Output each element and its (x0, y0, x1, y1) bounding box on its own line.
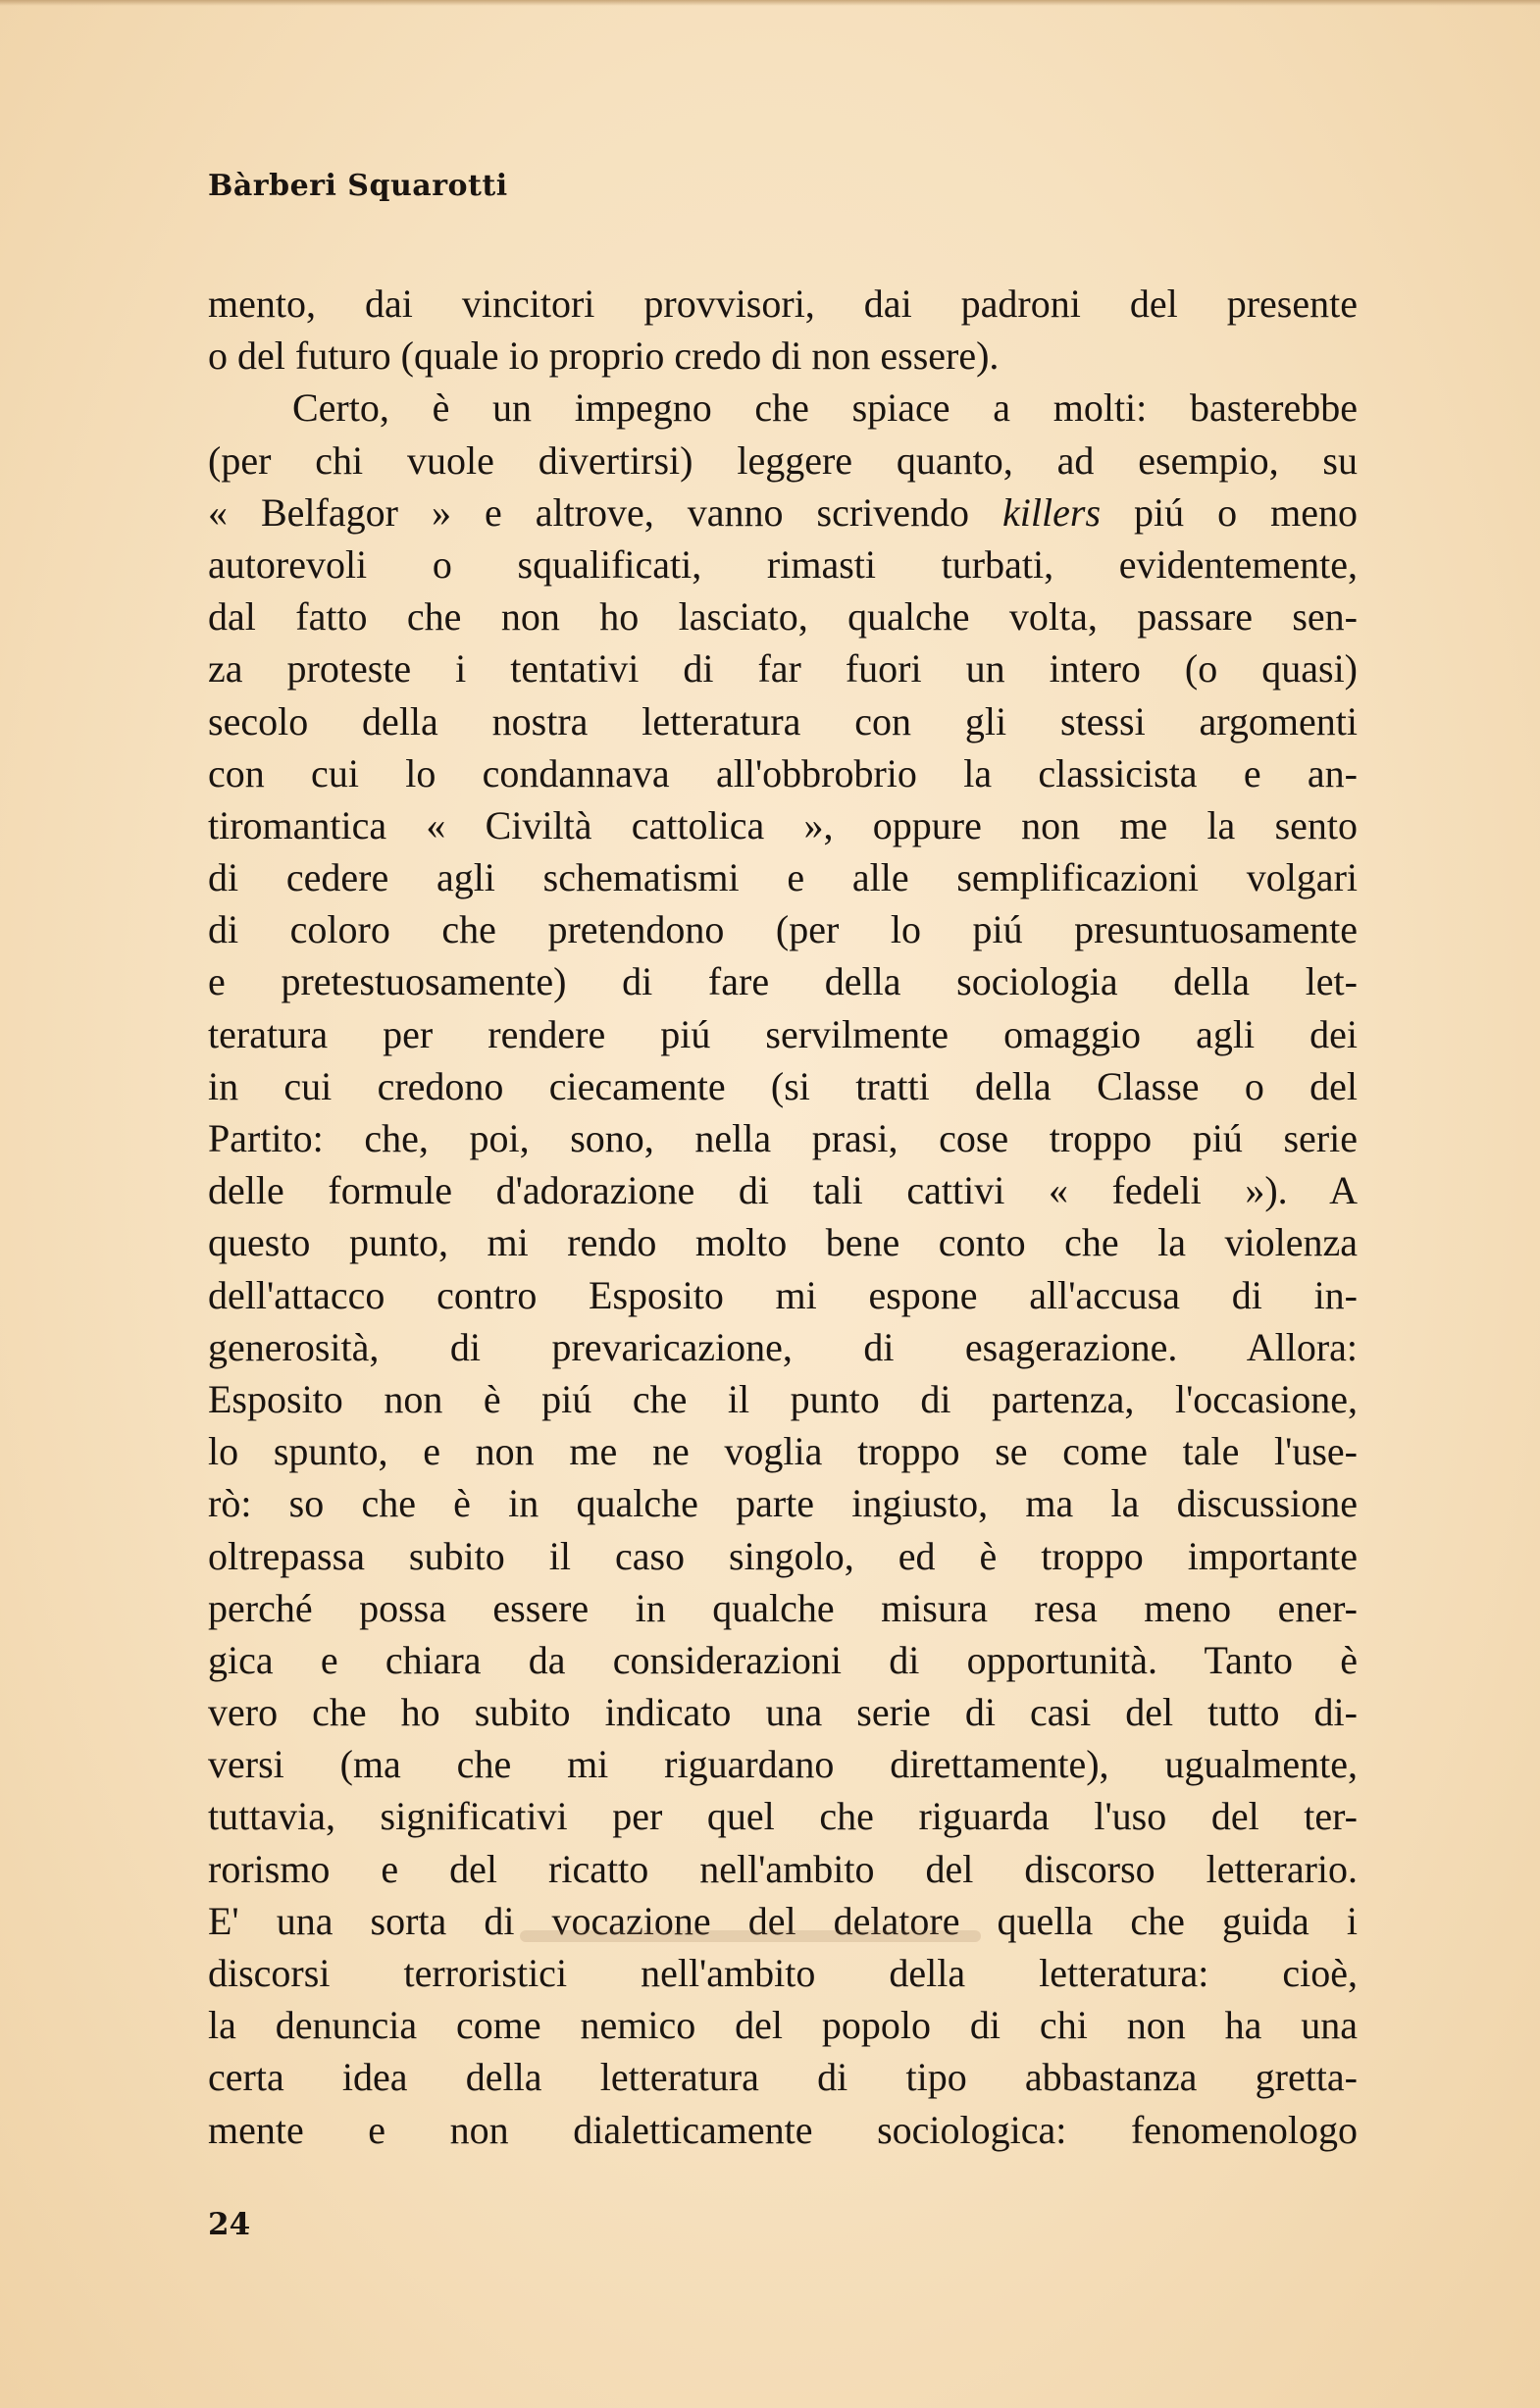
text-line: vero che ho subito indicato una serie di casi del tutto di- (208, 1690, 1358, 1735)
text-line: oltrepassa subito il caso singolo, ed è troppo importante (208, 1533, 1358, 1578)
text-line: teratura per rendere piú servilmente omaggio agli dei (208, 1011, 1358, 1056)
text-line: discorsi terroristici nell'ambito della letteratura: cioè, (208, 1951, 1358, 1995)
text-line: tiromantica « Civiltà cattolica », oppure non me la sento (208, 802, 1358, 847)
text-line: di cedere agli schematismi e alle semplificazioni volgari (208, 855, 1358, 900)
body-text (208, 278, 1358, 2156)
page-edge (0, 0, 1540, 6)
text-line: Certo, è un impegno che spiace a molti: basterebbe (292, 385, 1358, 431)
running-head: Bàrberi Squarotti (208, 169, 508, 203)
text-line: dal fatto che non ho lasciato, qualche volta, passare sen- (208, 594, 1358, 640)
text-line: questo punto, mi rendo molto bene conto che la violenza (208, 1220, 1358, 1265)
text-line: la denuncia come nemico del popolo di chi non ha una (208, 2003, 1358, 2048)
text-line: secolo della nostra letteratura con gli stessi argomenti (208, 698, 1358, 743)
text-line: certa idea della letteratura di tipo abbastanza gretta- (208, 2055, 1358, 2100)
text-line: Partito: che, poi, sono, nella prasi, cose troppo piú serie (208, 1116, 1358, 1160)
text-line: autorevoli o squalificati, rimasti turbati, evidentemente, (208, 541, 1358, 587)
page-number: 24 (208, 2207, 251, 2242)
text-line: mente e non dialetticamente sociologica: fenomenologo (208, 2107, 1358, 2152)
text-line: e pretestuosamente) di fare della sociologia della let- (208, 959, 1358, 1004)
text-line: « Belfagor » e altrove, vanno scrivendo killers piú o meno (208, 489, 1359, 535)
text-line: generosità, di prevaricazione, di esagerazione. Allora: (208, 1324, 1358, 1369)
text-line: delle formule d'adorazione di tali cattivi « fedeli »). A (208, 1168, 1358, 1213)
text-line: in cui credono ciecamente (si tratti della Classe o del (208, 1063, 1358, 1108)
text-line: lo spunto, e non me ne voglia troppo se come tale l'use- (208, 1429, 1358, 1474)
text-line: di coloro che pretendono (per lo piú presuntuosamente (208, 907, 1358, 952)
italic-term: killers (1002, 489, 1102, 535)
text-line: versi (ma che mi riguardano direttamente), ugualmente, (208, 1742, 1358, 1787)
text-line: Esposito non è piú che il punto di partenza, l'occasione, (208, 1376, 1358, 1421)
text-line: tuttavia, significativi per quel che riguarda l'uso del ter- (208, 1794, 1358, 1839)
text-line: o del futuro (quale io proprio credo di non essere). (208, 333, 1000, 379)
text-line: gica e chiara da considerazioni di opportunità. Tanto è (208, 1637, 1358, 1682)
text-line: E' una sorta di vocazione del delatore quella che guida i (208, 1898, 1358, 1943)
text-line: dell'attacco contro Esposito mi espone all'accusa di in- (208, 1272, 1358, 1317)
text-line: rò: so che è in qualche parte ingiusto, ma la discussione (208, 1481, 1358, 1526)
text-line: perché possa essere in qualche misura resa meno ener- (208, 1585, 1358, 1630)
underline-smudge (520, 1930, 981, 1942)
text-line: (per chi vuole divertirsi) leggere quanto, ad esempio, su (208, 437, 1358, 483)
text-line: za proteste i tentativi di far fuori un intero (o quasi) (208, 646, 1358, 692)
text-line: mento, dai vincitori provvisori, dai padroni del presente (208, 282, 1358, 326)
text-line: con cui lo condannava all'obbrobrio la classicista e an- (208, 750, 1358, 795)
text-line: rorismo e del ricatto nell'ambito del discorso letterario. (208, 1846, 1358, 1891)
